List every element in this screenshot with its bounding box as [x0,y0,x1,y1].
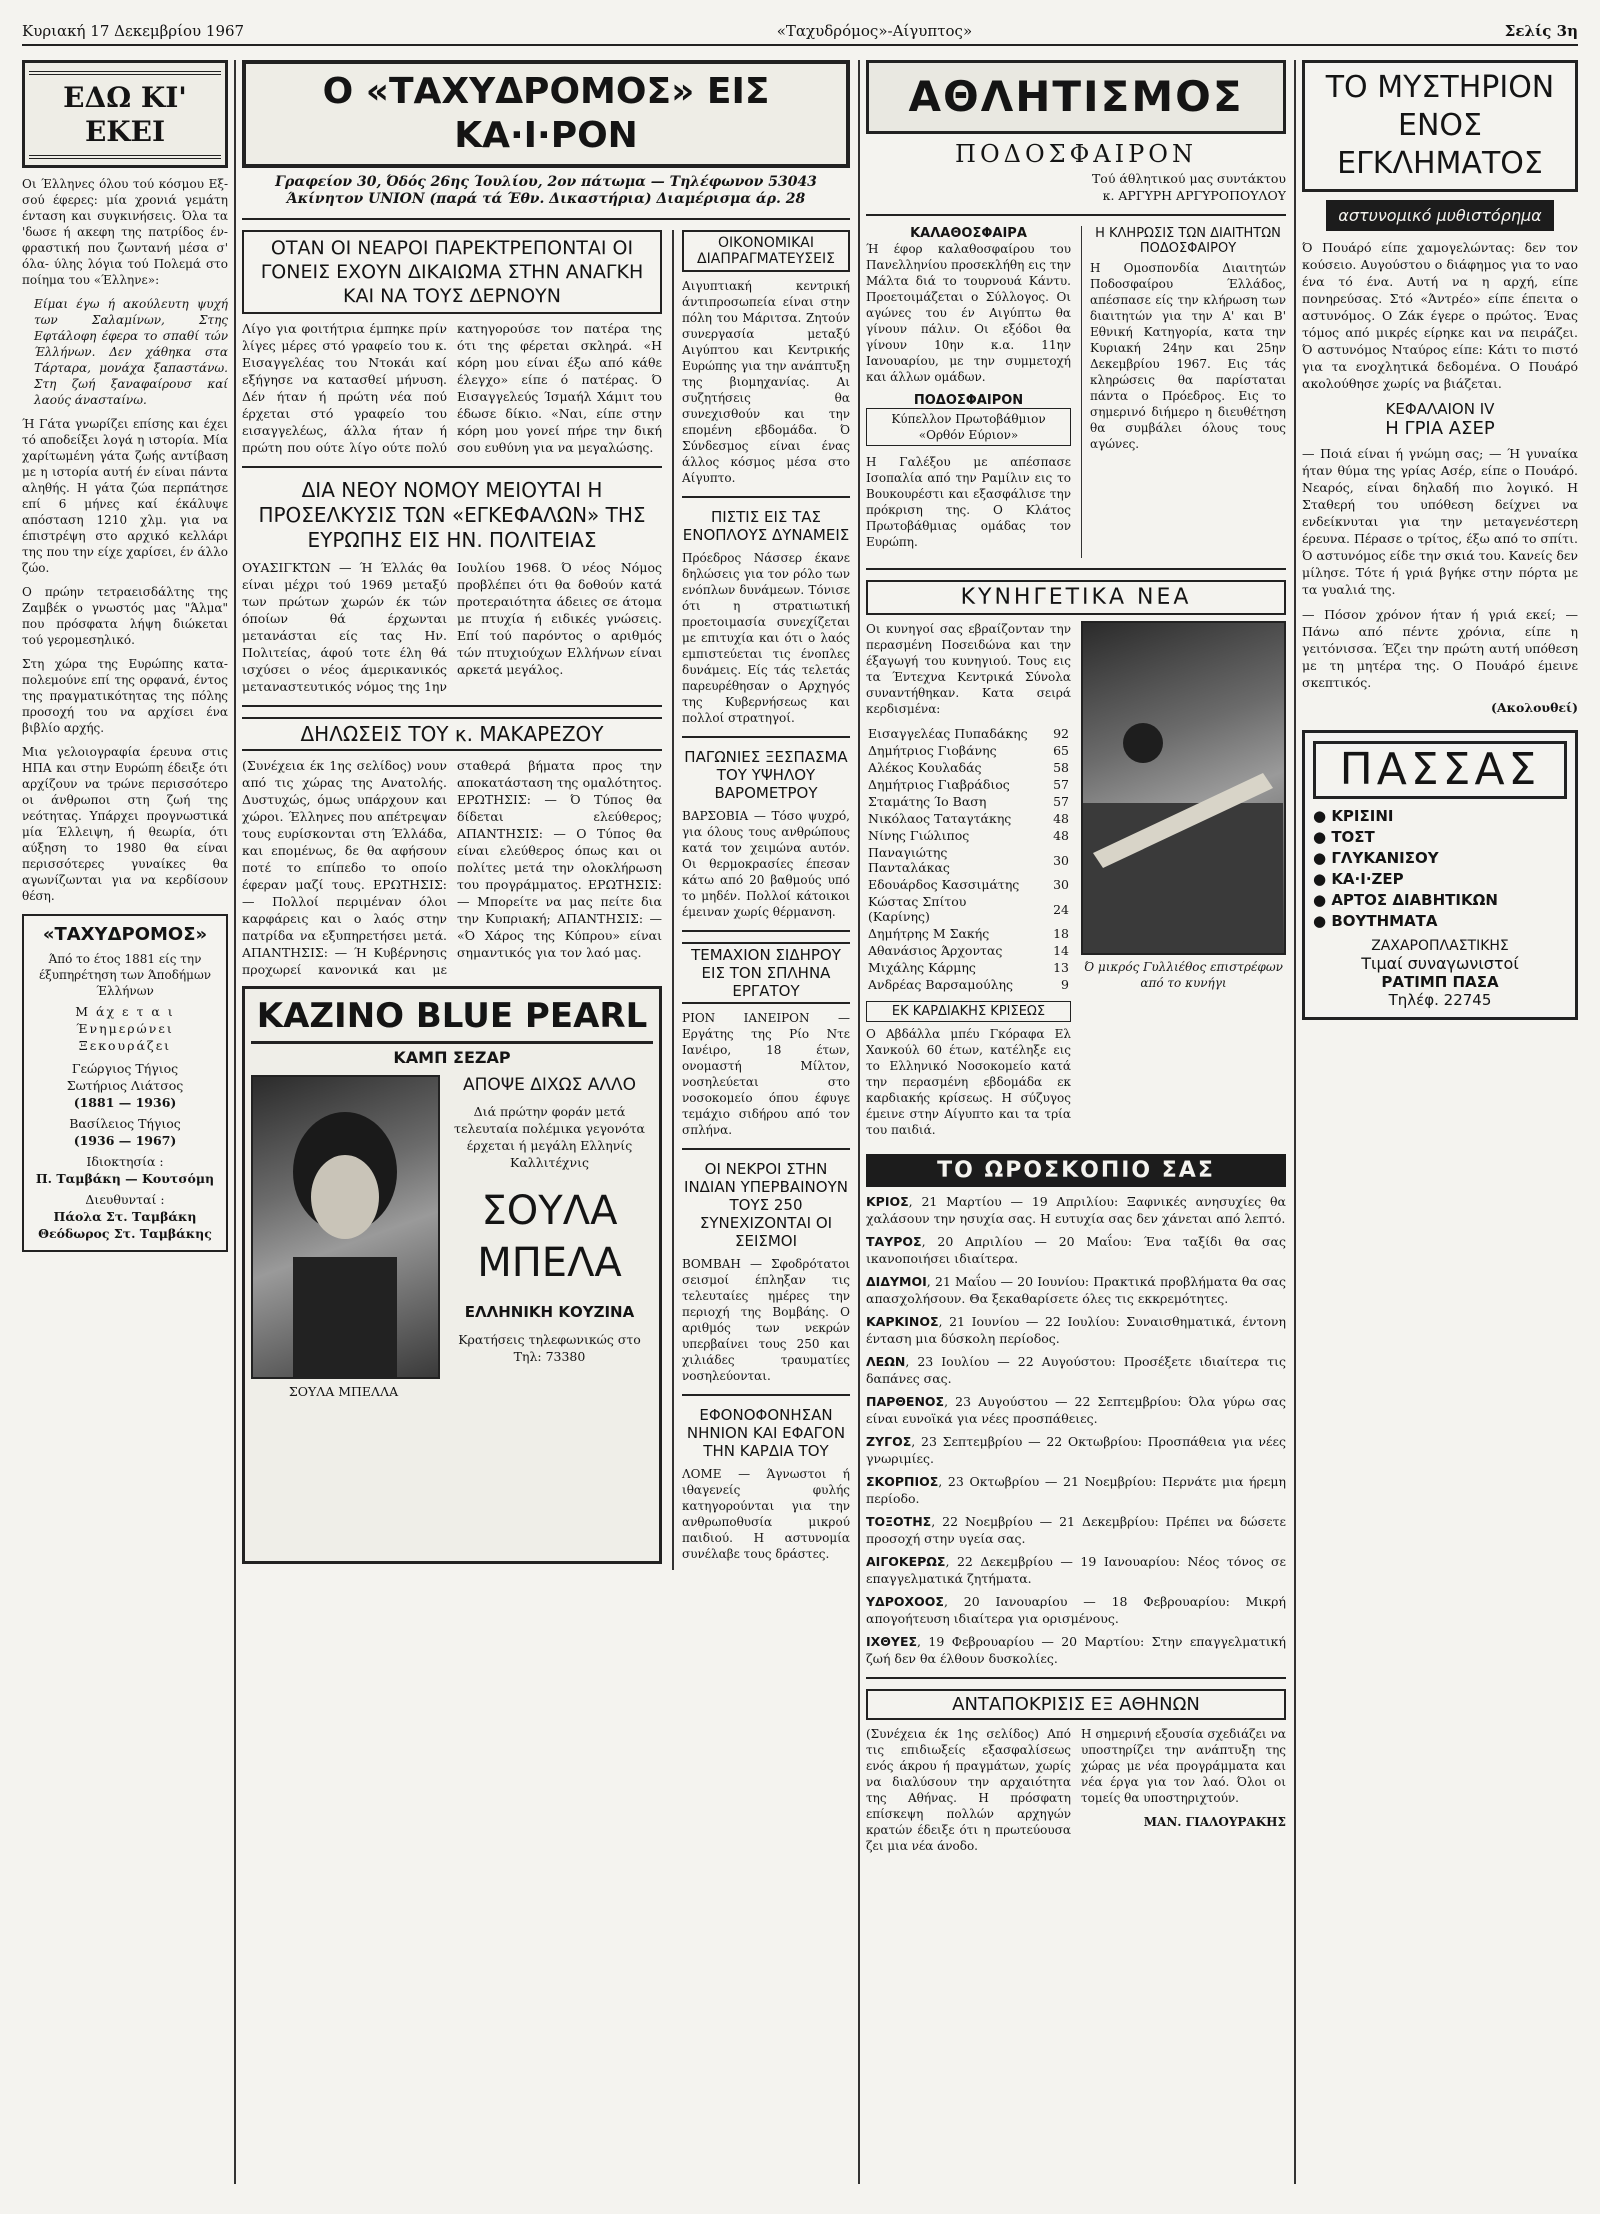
hunting-text: Οι κυνηγοί σας εβραίζονταν την περασμένη Ποσειδώνα και την έξαγωγή του κυνηγιού. Τους εις τα Έντεχνα Κεντρικά Σύνολα συναντήθηκαν. Κατα σειρά κερδισμένα: [866,622,1071,716]
chapter-number: ΚΕΦΑΛΑΙΟΝ IV [1385,400,1495,418]
hunting-row [866,725,1071,742]
sports-left [866,226,1071,558]
art2-text: ΟΥΑΣΙΓΚΤΩΝ — Ή Έλλάς θα είναι μέχρι τού 1969 μεταξύ των πρώτων χωρών έκ τών όποίων θά έρχωνται μετανάσται είς τας Ην. Πολιτείας, άφού τοτε έλη θά ισχύσει ο νέος άμερικανικός μεταναστευτικός νόμος της 1ην Ιουλίου 1968. Ό νέος Νόμος προβλέπει ότι θα δοθούν κατά προτεραιότητα άδειες σε άτομα με πτυχία ή ειδικές γνώσεις. Επί τού παρόντος ο αριθμός τών πτυχιούχων Ελλήνων είναι αρκετά μεγάλος. [242,560,662,694]
zodiac-sign: ΖΥΓΟΣ [866,1434,912,1449]
casino-ad-kitchen: ΕΛΛΗΝΙΚΗ ΚΟΥΖΙΝΑ [464,1303,635,1321]
issue-date: Κυριακή 17 Δεκεμβρίου 1967 [22,22,245,40]
colb-text: Αιγυπτιακή κεντρική άντιπροσωπεία είναι στην πόλη του Μάριτσα. Ζητούν συνεργασία μεταξύ Αιγύπτου και Κεντρικής Ευρώπης για την ανάπτυξη της βιομηχανίας. Αι συζητήσεις θα συνεχισθούν και την επομένη εβδομάδα. Ό Σύνδεσμος είναι ένας άλλος κόσμος μέσα στο Αίγυπτο. [682,279,850,485]
box-line-7: Βασίλειος Τήγιος [69,1116,181,1131]
hunter-name: Κώστας Σπίτου (Καρίνης) [868,894,967,924]
colb-sep-3 [682,930,850,932]
horoscope-entry: ΙΧΘΥΕΣ, 19 Φεβρουαρίου — 20 Μαρτίου: Στην επαγγελματική ζωή δεν θα έλθουν δυσκολίες. [866,1634,1286,1666]
box-line-11: Διευθυνταί : [85,1192,165,1207]
hunter-name: Δημήτριος Γιοβάνης [868,743,997,758]
casino-ad-desc: Διά πρώτην φοράν μετά τελευταία πολέμικα γεγονότα έρχεται ή μεγάλη Ελληνίς Καλλιτέχνις [454,1104,645,1170]
hunting-row [866,976,1071,993]
art1-text: Λίγο για φοιτήτρια έμπηκε πρίν λίγες μέρες στό γραφείο του κ. Εισαγγελέας του Ντοκάι καί εξήγησε να κατασθεί μήνυση. Δέν ήταν ή πρώτη νέα πού έρχεται στό γραφείο του εισαγγελέως, άλλα ήταν ή πρώτη που ούτε λίγο ούτε πολύ κατηγορούσε τον πατέρα της ότι της φέρεται σκληρά. «Η κόρη μου είναι έξω από κάθε έλεγχο» είπε ό πατέρας. Ό Εισαγγελεύς Ίσμαήλ Χάμιτ του έδωσε δίκιο. «Ναι, είπε στην κόρη μου γονεί πήρε την δική σου ευθύνη για να μεγαλώσης. [242,321,662,455]
football-text: Η Γαλέξου με απέσπασε Ισοπαλία από την Ραμίλιν εις το Βουκουρέστι και εξασφάλισε την πρόκριση της. Ο Κλάτος Πρωτοβάθμιας ομάδας τον Ευρώπη. [866,455,1071,549]
hunter-points: 48 [1053,828,1069,843]
hunting-row [866,742,1071,759]
sports-right [1081,226,1286,558]
referees-title: Η ΚΛΗΡΩΣΙΣ ΤΩΝ ΔΙΑΙΤΗΤΩΝ ΠΟΔΟΣΦΑΙΡΟΥ [1095,226,1281,256]
hunting-row [866,793,1071,810]
horoscope-entry: ΚΑΡΚΙΝΟΣ, 21 Ιουνίου — 22 Ιουλίου: Συναισθηματικά, έντονη ένταση μια δύσκολη περίοδος. [866,1314,1286,1346]
horoscope-entry: ΔΙΔΥΜΟΙ, 21 Μαΐου — 20 Ιουνίου: Πρακτικά προβλήματα θα σας απασχολήσουν. Θα ξεκαθαρίσετε όλες τις εκκρεμότητες. [866,1274,1286,1306]
art1-head-box [242,230,662,314]
zodiac-sign: ΛΕΩΝ [866,1354,906,1369]
col1-para-5: Στη χώρα της Ευρώπης κατα- πολεμούνε επί της ορφανά, έντος της πραγματικότητας της πόλης προσοχή του να αρχίσει ένα βιβλίο αρχής. [22,657,228,735]
colb-sep-5 [682,1394,850,1396]
passas-item-4-label: ΑΡΤΟΣ ΔΙΑΒΗΤΙΚΩΝ [1331,891,1498,909]
horoscope-entry: ΚΡΙΟΣ, 21 Μαρτίου — 19 Απριλίου: Ξαφνικές ανησυχίες θα χαλάσουν την ησυχία σας. Η ευτυχία σας δεν χάνεται από λεπτό. [866,1194,1286,1226]
horoscope-entry: ΥΔΡΟΧΟΟΣ, 20 Ιανουαρίου — 18 Φεβρουαρίου: Μικρή απογοήτευση ιδιαίτερα για ορισμένους. [866,1594,1286,1626]
colb-sep-4 [682,1148,850,1150]
athens-sep [866,1677,1286,1679]
passas-item-5: ● ΒΟΥΤΗΜΑΤΑ [1313,912,1438,930]
hunter-points: 65 [1053,743,1069,758]
football-box: Κύπελλον Πρωτοβάθμιον «Ορθόν Εύριον» [866,408,1071,446]
zodiac-sign: ΣΚΟΡΠΙΟΣ [866,1474,939,1489]
hunter-points: 92 [1053,726,1069,741]
hunting-split [866,621,1286,1146]
hunting-row [866,759,1071,776]
zodiac-sign: ΙΧΘΥΕΣ [866,1634,918,1649]
hunter-photo [1081,621,1286,955]
passas-footer-4: Τηλέφ. 22745 [1388,991,1492,1009]
passas-ad [1302,730,1578,1020]
horoscope-entry: ΤΟΞΟΤΗΣ, 22 Νοεμβρίου — 21 Δεκεμβρίου: Πρέπει να δώσετε προσοχή στην υγεία σας. [866,1514,1286,1546]
box-line-13: Θεόδωρος Στ. Ταμβάκης [38,1226,212,1241]
horoscope-banner [866,1154,1286,1187]
sports-banner-box [866,60,1286,134]
col2-split [242,230,850,1570]
col1-para-1: Οι Έλληνες όλου τού κόσμου Εξ- σού έφερες: μία χρονιά γεμάτη ένταση και συγκινήσεις. Όλα τα 'δωσε ή ακεφη της πατρίδος έν- φραστική που ζωντανή μέσα σ' όλα- ύλης λόγια τού Πολεμά στο ποίημα του «Έλληνε»: [22,177,228,287]
zodiac-sign: ΚΡΙΟΣ [866,1194,909,1209]
mystery-badge-text: αστυνομικό μυθιστόρημα [1338,206,1542,225]
hunting-title: ΚΥΝΗΓΕΤΙΚΑ ΝΕΑ [866,580,1286,615]
colb4-text: ΡΙΟΝ ΙΑΝΕΙΡΟΝ — Εργάτης της Ρίο Ντε Ιανέιρο, 18 έτων, ονομαστή Μίλτον, νοσηλεύεται στο νοσοκομείο όπου έφυγε τεμάχιο σιδήρου από τον σπλήνα. [682,1011,850,1137]
cardiac-title: ΕΚ ΚΑΡΔΙΑΚΗΣ ΚΡΙΣΕΩΣ [866,1001,1071,1022]
horoscope-entry: ΛΕΩΝ, 23 Ιουλίου — 22 Αυγούστου: Προσέξετε ιδιαίτερα τις δαπάνες σας. [866,1354,1286,1386]
zodiac-forecast: 23 Οκτωβρίου — 21 Νοεμβρίου: Περνάτε μια ήρεμη περίοδο. [866,1474,1286,1506]
hunter-points: 48 [1053,811,1069,826]
hunting-row [866,876,1071,893]
basketball-text: Ή έφορ καλαθοσφαίρου του Πανελληνίου προσεκλήθη εις την Μάλτα διά το τουρνουά Κάντυ. Προετοιμάζεται ο Σύλλογος. Οι αγώνες του έν Αιγύπτω θα γίνουν πάλιν. Οι εξόδοι θα γίνουν 10ην κ.α. 11ην Ιανουαρίου, με την συμμετοχή και άλλων ομάδων. [866,242,1071,384]
colb-sep-2 [682,736,850,738]
zodiac-sign: ΥΔΡΟΧΟΟΣ [866,1594,944,1609]
passas-item-2-label: ΓΛΥΚΑΝΙΣΟΥ [1331,849,1439,867]
cairo-masthead: Ο «ΤΑΧΥΔΡΟΜΟΣ» ΕΙΣ ΚΑ·Ι·ΡΟΝ [322,71,770,156]
passas-title: ΠΑΣΣΑΣ [1313,741,1567,799]
casino-ad [242,986,662,1564]
col1-para-2: Είμαι έγω ή ακούλευτη ψυχή των Σαλαμίνων, Στης Εφτάλοφη έφερα το σπαθί τών Έλλήνων. Δεν χάθηκα στα Τάρταρα, μονάχα ξαπαστάνω. Στη ζωή ξαναφαίρουσ καί λαούς άνασταίνω. [34,297,228,407]
masthead-small: «Ταχυδρόμος»-Αίγυπτος» [776,22,973,40]
hunting-row [866,893,1071,925]
hunter-points: 13 [1053,960,1069,975]
hunting-right [1081,621,1286,1146]
sports-banner: ΑΘΛΗΤΙΣΜΟΣ [908,72,1244,121]
hunter-points: 58 [1053,760,1069,775]
hunter-name: Εδουάρδος Κασσιμάτης [868,877,1020,892]
referees-text: Η Ομοσπονδία Διαιτητών Ποδοσφαίρου Έλλάδος, απέσπασε είς την κλήρωση των διαιτητών για την Α' και Β' Εθνική Κατηγορία, κατα την Κυριακή 24ην και 25ην Δεκεμβρίου 1967. Εις τάς κληρώσεις θα παρίσταται πάντα ο Πρόεδρος. Εις το σημερινό διήμερο η διευθέτηση θα συμβάλει όλους τους αγώνες. [1090,261,1286,451]
colb2-text: Πρόεδρος Νάσσερ έκανε δηλώσεις για τον ρόλο των ενόπλων δυνάμεων. Τόνισε ότι η στρατιωτική προετοιμασία συνεχίζεται με επιτυχία και ότι ο λαός εμπιστεύεται τις ένοπλες δυνάμεις. Είς τάς τελετάς παρευρέθησαν ο Αρχηγός της Κυβερνήσεως και πολλοί στρατηγοί. [682,551,850,725]
horoscope-entry: ΠΑΡΘΕΝΟΣ, 23 Αυγούστου — 22 Σεπτεμβρίου: Όλα γύρω σας είναι ευνοϊκά για νέες προσπάθειες. [866,1394,1286,1426]
mystery-text-2: — Ποιά είναι ή γνώμη σας; — Ή γυναίκα ήταν θύμα της γρίας Ασέρ, είπε ο Πουάρό. Νεαρός, είναι δηλαδή πιο λογικό. Η Σταθερή του υπόθεση δείχνει να ενδείκνυται για την μεταγενέστερη έρευνα. Πέρασε ο τρίτος, έξω από το σπίτι. Ό αστυνόμος είδε την σκιά του. Κανείς δεν μίλησε. Τότε ή γριά βγήκε στην πόρτα με τα γυαλιά της. [1302,446,1578,597]
casino-ad-artist: ΣΟΥΛΑ ΜΠΕΛΑ [477,1188,622,1286]
box-line-6: (1881 — 1936) [73,1095,177,1110]
edo-ki-ekei-title: ΕΔΩ ΚΙ' ΕΚΕΙ [63,81,187,148]
masthead-separator [242,218,850,220]
passas-footer-1: ΖΑΧΑΡΟΠΛΑΣΤΙΚΗΣ [1371,938,1509,954]
zodiac-sign: ΑΙΓΟΚΕΡΩΣ [866,1554,946,1569]
column-rule-3 [1294,60,1296,2184]
page-label: Σελίς 3η [1504,22,1578,40]
colb5-text: ΒΟΜΒΑΗ — Σφοδρότατοι σεισμοί έπληξαν τις τελευταίες ημέρες την περιοχή της Βομβάης. Ο αριθμός των νεκρών υπερβαίνει τους 250 και χιλιάδες τραυματίες νοσηλεύονται. [682,1257,850,1383]
cairo-address-1: Γραφείον 30, Όδός 26ης Ίουλίου, 2ον πάτωμα — Τηλέφωνον 53043 [275,174,817,190]
sports-byline-2: κ. ΑΡΓΥΡΗ ΑΡΓΥΡΟΠΟΥΛΟΥ [1102,188,1286,203]
casino-ad-subtitle: ΚΑΜΠ ΣΕΖΑΡ [393,1048,511,1067]
hunter-name: Δημήτριος Γιαβράδιος [868,777,1010,792]
box-line-10: Π. Ταμβάκη — Κουτσόμη [35,1171,215,1186]
hunting-row [866,959,1071,976]
colb-sep-1 [682,496,850,498]
passas-item-1-label: ΤΟΣΤ [1331,828,1375,846]
box-line-9: Ιδιοκτησία : [86,1154,164,1169]
zodiac-forecast: 20 Ιανουαρίου — 18 Φεβρουαρίου: Μικρή απογοήτευση ιδιαίτερα για ορισμένους. [866,1594,1286,1626]
colb6-title: ΕΦΟΝΟΦΟΝΗΣΑΝ ΝΗΝΙΟΝ ΚΑΙ ΕΦΑΓΟΝ ΤΗΝ ΚΑΡΔΙΑ ΤΟΥ [686,1406,846,1460]
athens-signature: ΜΑΝ. ΓΙΑΛΟΥΡΑΚΗΣ [1143,1815,1286,1829]
athens-text-2: Η σημερινή εξουσία σχεδιάζει να υποστηρίζει την ανάπτυξη της χώρας με νέα προγράμματα και νέα έργα για τον λαό. Όλοι οι τομείς θα υποστηριχτούν. [1081,1727,1286,1805]
hunting-row [866,827,1071,844]
hunting-row [866,844,1071,876]
mystery-continued: (Ακολουθεί) [1491,700,1578,715]
box-line-1: Μ άχ ε τ α ι [75,1004,175,1019]
hunter-caption: Ό μικρός Γυλλιέθος επιστρέφων από το κυνήγι [1084,960,1283,990]
casino-ad-reservations: Κρατήσεις τηλεφωνικώς στο Τηλ: 73380 [458,1332,641,1364]
hunter-points: 30 [1053,852,1069,868]
hunter-name: Δημήτρης Μ Σακής [868,926,990,941]
singer-photo [251,1075,440,1379]
hunter-name: Παναγιώτης Πανταλάκας [868,845,950,875]
zodiac-forecast: 23 Σεπτεμβρίου — 22 Οκτωβρίου: Προσπάθεια για νέες γνωριμίες. [866,1434,1286,1466]
passas-item-0: ● ΚΡΙΣΙΝΙ [1313,807,1394,825]
colb3-text: ΒΑΡΣΟΒΙΑ — Τόσο ψυχρό, για όλους τους ανθρώπους κατά τον χειμώνα αυτόν. Οι θερμοκρασίες έπεσαν κάτω από 20 βαθμούς υπό το μηδέν. Πολλοί κάτοικοι έμειναν χωρίς θέρμανση. [682,809,850,919]
box-line-5: Σωτήριος Λιάτσος [66,1078,184,1093]
art3-text: (Συνέχεια έκ 1ης σελίδος) νουν από τις χώρας της Ανατολής. Δυστυχώς, όμως υπάρχουν και χώροι. Έλληνες που απέτρεψαν τους ευρίσκονται στη Έλλάδα, και επομένως, δε θα αφήσουν ποτέ το επίπεδο το οποίο έφεραν μαζί τους. ΕΡΩΤΗΣΙΣ: — Πολλοί περιμέναν όλοι καρφάρεις και ο λαός στην πατρίδα να εξυπηρετήσει μετά. ΑΠΑΝΤΗΣΙΣ: — Ή Κυβέρνησις προχωρεί κανονικά και με σταθερά βήματα προς την αποκατάσταση της ομαλότητος. ΕΡΩΤΗΣΙΣ: — Ό Τύπος θα δίδεται ελεύθερος; ΑΠΑΝΤΗΣΙΣ: — Ο Τύπος θα είναι ελεύθερος όπως και οι πολίτες μετά την ολοκλήρωση του προγράμματος. ΕΡΩΤΗΣΙΣ: — Μπορείτε να μας πείτε δια την Κυπριακή; ΑΠΑΝΤΗΣΙΣ: — «Ό Χάρος της Κύπρου» είναι σημαντικός για τον λαό μας. [242,758,662,977]
hunter-name: Μιχάλης Κάρμης [868,960,976,975]
col1-para-4: Ο πρώην τετραεισδάλτης της Ζαμβέκ ο γνωστός μας "Άλμα" που πρόσφατα λήψη διώκεται τού γερομεσηλικό. [22,585,228,647]
passas-item-5-label: ΒΟΥΤΗΜΑΤΑ [1331,912,1438,930]
passas-footer-3: ΡΑΤΙΜΠ ΠΑΣΑ [1381,973,1499,991]
sports-byline-1: Τού άθλητικού μας συντάκτου [1091,171,1286,186]
athens-text-1: (Συνέχεια έκ 1ης σελίδος) Από τις επιδιωξείς εξασφαλίσεως ενός άκρου ή πραγμάτων, χωρίς να διαλύσουν την αρχαιότητα της Αθήνας. Η πρόσφατη επίσκεψη πολλών αρχηγών κρατών έδειξε ότι η πρωτεύουσα ζει μια νέα άνοδο. [866,1727,1071,1853]
hunting-left [866,621,1071,1146]
hunting-row [866,810,1071,827]
hunting-row [866,776,1071,793]
hunting-row [866,942,1071,959]
hunter-points: 18 [1053,926,1069,941]
athens-title: ΑΝΤΑΠΟΚΡΙΣΙΣ ΕΞ ΑΘΗΝΩΝ [866,1689,1286,1720]
box-line-12: Πάολα Στ. Ταμβάκη [53,1209,197,1224]
hunter-points: 14 [1053,943,1069,958]
column-rule-2 [858,60,860,2184]
singer-portrait-icon [253,1077,438,1377]
hunter-name: Ανδρέας Βαρσαμούλης [868,977,1014,992]
passas-item-3: ● ΚΑ·Ι·ΖΕΡ [1313,870,1404,888]
chapter-title: Η ΓΡΙΑ ΑΣΕΡ [1385,418,1495,439]
zodiac-sign: ΤΟΞΟΤΗΣ [866,1514,932,1529]
cardiac-text: Ο Αβδάλλα μπέυ Γκόραφα Ελ Χανκούλ 60 έτων, κατέληξε εις το Ελληνικό Νοσοκομείο κατά την περασμένη εβδομάδα εκ καρδιακής κρίσεως. Η σύζυγος έμεινε στην Αίγυπτο και τα τρία του παιδιά. [866,1027,1071,1137]
zodiac-forecast: 20 Απριλίου — 20 Μαΐου: Ένα ταξίδι θα σας ικανοποιήσει ιδιαίτερα. [866,1234,1286,1266]
colb6-text: ΛΟΜΕ — Άγνωστοι ή ιθαγενείς φυλής κατηγορούνται για την ανθρωποθυσία μικρού παιδιού. Η αστυνομία συνέλαβε τους δράστες. [682,1467,850,1561]
horoscope-entry: ΤΑΥΡΟΣ, 20 Απριλίου — 20 Μαΐου: Ένα ταξίδι θα σας ικανοποιήσει ιδιαίτερα. [866,1234,1286,1266]
column-4 [1302,60,1578,2184]
hunter-name: Νικόλαος Ταταγτάκης [868,811,1012,826]
column-3 [866,60,1286,2184]
zodiac-forecast: 21 Μαΐου — 20 Ιουνίου: Πρακτικά προβλήματα θα σας απασχολήσουν. Θα ξεκαθαρίσετε όλες τις εκκρεμότητες. [866,1274,1286,1306]
hunter-name: Αθανάσιος Άρχοντας [868,943,1003,958]
mystery-text-3: — Πόσον χρόνον ήταν ή γριά εκεί; — Πάνω από πέντε χρόνια, είπε η γειτόνισσα. Έζει την πρώτη αυτή υπόθεση με τη μητέρα της. Ο Πουάρό έμεινε σκεπτικός. [1302,607,1578,690]
horoscope-title: ΤΟ ΩΡΟΣΚΟΠΙΟ ΣΑΣ [937,1158,1215,1183]
box-line-8: (1936 — 1967) [73,1133,177,1148]
hunter-name: Νίνης Γιώλιπος [868,828,970,843]
col1-para-6: Μια γελοιογραφία έρευνα στις ΗΠΑ και στην Ευρώπη έδειξε ότι αρχίζουν να τρώνε περισσότερο οι άνθρωποι στη ζωή της νεότητας. Υπάρχει προγνωστικά μία Έλλειψη, ή θεωρία, ότι αύξηση το 1980 θα είναι περισσότερες γυναίκες θα αγωνίζωνται για να κερδίσουν θέση. [22,745,228,903]
sports-sep [866,214,1286,216]
edo-title-frame [29,71,221,159]
hunting-table [866,725,1071,993]
zodiac-forecast: 23 Ιουλίου — 22 Αυγούστου: Προσέξετε ιδιαίτερα τις δαπάνες σας. [866,1354,1286,1386]
passas-item-4: ● ΑΡΤΟΣ ΔΙΑΒΗΤΙΚΩΝ [1313,891,1498,909]
cairo-address-2: Άκίνητον UNION (παρά τά Έθν. Δικαστήρια) Διαμέρισμα άρ. 28 [286,191,806,207]
colb2-title: ΠΙΣΤΙΣ ΕΙΣ ΤΑΣ ΕΝΟΠΛΟΥΣ ΔΥΝΑΜΕΙΣ [682,508,850,544]
taxydromos-box-title: «ΤΑΧΥΔΡΟΜΟΣ» [42,924,208,945]
mystery-title: ΤΟ ΜΥΣΤΗΡΙΟΝ ΕΝΟΣ ΕΓΚΛΗΜΑΤΟΣ [1325,70,1555,181]
mystery-title-box [1302,60,1578,192]
hunter-scene-icon [1083,623,1284,953]
zodiac-sign: ΤΑΥΡΟΣ [866,1234,922,1249]
zodiac-forecast: 19 Φεβρουαρίου — 20 Μαρτίου: Στην επαγγελματική ζωή δεν θα έλθουν δυσκολίες. [866,1634,1286,1666]
col1-para-3: Ή Γάτα γνωρίζει επίσης και έχει τό αποδείξει λογά η ιστορία. Μία χαρίτωμένη γάτα ζωής αντίβαση με η ιστορία αυτή έν είναι πάντα αληθής. Η γάτα ζώα περπάτησε επί 6 μήνες καί έκάλυψε απόσταση 1210 χλμ. για να έπιστρέψη στο αρχικό κελλάρι της που την είχε χαρίσει, έν άλλο ζώο. [22,417,228,575]
col2-left [242,230,662,1570]
art1-title: ΟΤΑΝ ΟΙ ΝΕΑΡΟΙ ΠΑΡΕΚΤΡΕΠΟΝΤΑΙ ΟΙ ΓΟΝΕΙΣ ΕΧΟΥΝ ΔΙΚΑΙΩΜΑ ΣΤΗΝ ΑΝΑΓΚΗ ΚΑΙ ΝΑ ΤΟΥΣ ΔΕΡΝΟΥΝ [260,237,644,307]
mystery-badge [1326,200,1554,231]
passas-item-3-label: ΚΑ·Ι·ΖΕΡ [1331,870,1404,888]
mystery-text-1: Ό Πουάρό είπε χαμογελώντας: δεν τον κούσειο. Αυγούστου ο διάφημος για το ναο ένα τό ένα. Αυτή να η αρχή, είπε πονηρεύσας. Στό «Άντρέο» είπε έπειτα ο αστυνόμος. Ο Ζάκ έγερε ο πρώτος. Ένας τόμος από μικρές είρηκε και να πειράζει. Ό αστυνόμος Νταύρος είπε: Κάτι το πιστό για τα ενοχλητικά δεδομένα. Ο Πουάρό ακολούθησε χωρίς να βιάζεται. [1302,240,1578,391]
box-line-2: Ένημερώνει [76,1021,174,1036]
casino-photo-wrap [251,1075,436,1408]
sports-split [866,226,1286,558]
passas-item-1: ● ΤΟΣΤ [1313,828,1375,846]
casino-ad-body [251,1075,653,1408]
column-rule-1 [234,60,236,2184]
passas-item-0-label: ΚΡΙΣΙΝΙ [1331,807,1394,825]
colb5-title: ΟΙ ΝΕΚΡΟΙ ΣΤΗΝ ΙΝΔΙΑΝ ΥΠΕΡΒΑΙΝΟΥΝ ΤΟΥΣ 250 ΣΥΝΕΧΙΖΟΝΤΑΙ ΟΙ ΣΕΙΣΜΟΙ [684,1160,848,1250]
passas-item-2: ● ΓΛΥΚΑΝΙΣΟΥ [1313,849,1439,867]
hunter-points: 57 [1053,777,1069,792]
zodiac-forecast: 22 Νοεμβρίου — 21 Δεκεμβρίου: Πρέπει να δώσετε προσοχή στην υγεία σας. [866,1514,1286,1546]
zodiac-sign: ΚΑΡΚΙΝΟΣ [866,1314,939,1329]
art2-title: ΔΙΑ ΝΕΟΥ ΝΟΜΟΥ ΜΕΙΟΥΤΑΙ Η ΠΡΟΣΕΛΚΥΣΙΣ ΤΩΝ «ΕΓΚΕΦΑΛΩΝ» ΤΗΣ ΕΥΡΩΠΗΣ ΕΙΣ ΗΝ. ΠΟΛΙΤΕΙΑΣ [258,478,646,552]
football-section: ΠΟΔΟΣΦΑΙΡΟΝ [955,140,1197,168]
box-line-3: Ξεκουράζει [78,1038,172,1053]
casino-ad-title: ΚΑΖΙΝΟ BLUE PEARL [251,995,653,1044]
top-bar [22,18,1578,46]
art2-separator [242,705,662,707]
box-line-0: Άπό το έτος 1881 είς την έξυπηρέτηση των Άποδήμων Έλλήνων [38,952,212,998]
casino-ad-tonight: ΑΠΟΨΕ ΔΙΧΩΣ ΑΛΛΟ [462,1075,636,1095]
zodiac-forecast: 22 Δεκεμβρίου — 19 Ιανουαρίου: Νέος τόνος σε επαγγελματικά ζητήματα. [866,1554,1286,1586]
art1-separator [242,466,662,468]
colb3-title: ΠΑΓΩΝΙΕΣ ΞΕΣΠΑΣΜΑ ΤΟΥ ΥΨΗΛΟΥ ΒΑΡΟΜΕΤΡΟΥ [684,748,848,802]
athens-right [1081,1726,1286,1862]
zodiac-forecast: 21 Μαρτίου — 19 Απριλίου: Ξαφνικές ανησυχίες θα χαλάσουν την ησυχία σας. Η ευτυχία σας δεν χάνεται από λεπτό. [866,1194,1286,1226]
zodiac-forecast: 21 Ιουνίου — 22 Ιουλίου: Συναισθηματικά, έντονη ένταση μια δύσκολη περίοδος. [866,1314,1286,1346]
column-2 [242,60,850,2184]
hunter-points: 57 [1053,794,1069,809]
hunter-points: 9 [1061,977,1069,992]
hunter-name: Αλέκος Κουλαδάς [868,760,982,775]
casino-ad-text [446,1075,653,1408]
passas-footer-2: Τιμαί συναγωνιστοί [1361,954,1519,973]
horoscope-entry: ΖΥΓΟΣ, 23 Σεπτεμβρίου — 22 Οκτωβρίου: Προσπάθεια για νέες γνωριμίες. [866,1434,1286,1466]
football-title: ΠΟΔΟΣΦΑΙΡΟΝ [913,393,1024,408]
col2-right [672,230,850,1570]
zodiac-forecast: 23 Αυγούστου — 22 Σεπτεμβρίου: Όλα γύρω σας είναι ευνοϊκά για νέες προσπάθειες. [866,1394,1286,1426]
colb-title: ΟΙΚΟΝΟΜΙΚΑΙ ΔΙΑΠΡΑΓΜΑΤΕΥΣΕΙΣ [682,230,850,272]
hunter-name: Σταμάτης Ίο Βαση [868,794,987,809]
basketball-title: ΚΑΛΑΘΟΣΦΑΙΡΑ [910,226,1027,241]
hunter-name: Εισαγγελέας Πυπαδάκης [868,726,1028,741]
zodiac-sign: ΠΑΡΘΕΝΟΣ [866,1394,945,1409]
edo-ki-ekei-box [22,60,228,168]
column-1 [22,60,228,2184]
hunter-points: 24 [1053,901,1069,917]
hunting-sep-top [866,568,1286,570]
singer-caption: ΣΟΥΛΑ ΜΠΕΛΛΑ [288,1384,399,1399]
zodiac-sign: ΔΙΔΥΜΟΙ [866,1274,927,1289]
cairo-masthead-box [242,60,850,168]
horoscope-list [866,1193,1286,1667]
hunting-row [866,925,1071,942]
athens-split [866,1726,1286,1862]
taxydromos-info-box [22,914,228,1252]
art3-title: ΔΗΛΩΣΕΙΣ ΤΟΥ κ. ΜΑΚΑΡΕΖΟΥ [242,717,662,751]
horoscope-entry: ΑΙΓΟΚΕΡΩΣ, 22 Δεκεμβρίου — 19 Ιανουαρίου: Νέος τόνος σε επαγγελματικά ζητήματα. [866,1554,1286,1586]
box-line-4: Γεώργιος Τήγιος [71,1061,179,1076]
hunter-points: 30 [1053,877,1069,892]
horoscope-entry: ΣΚΟΡΠΙΟΣ, 23 Οκτωβρίου — 21 Νοεμβρίου: Περνάτε μια ήρεμη περίοδο. [866,1474,1286,1506]
colb4-title: ΤΕΜΑΧΙΟΝ ΣΙΔΗΡΟΥ ΕΙΣ ΤΟΝ ΣΠΛΗΝΑ ΕΡΓΑΤΟΥ [682,942,850,1004]
